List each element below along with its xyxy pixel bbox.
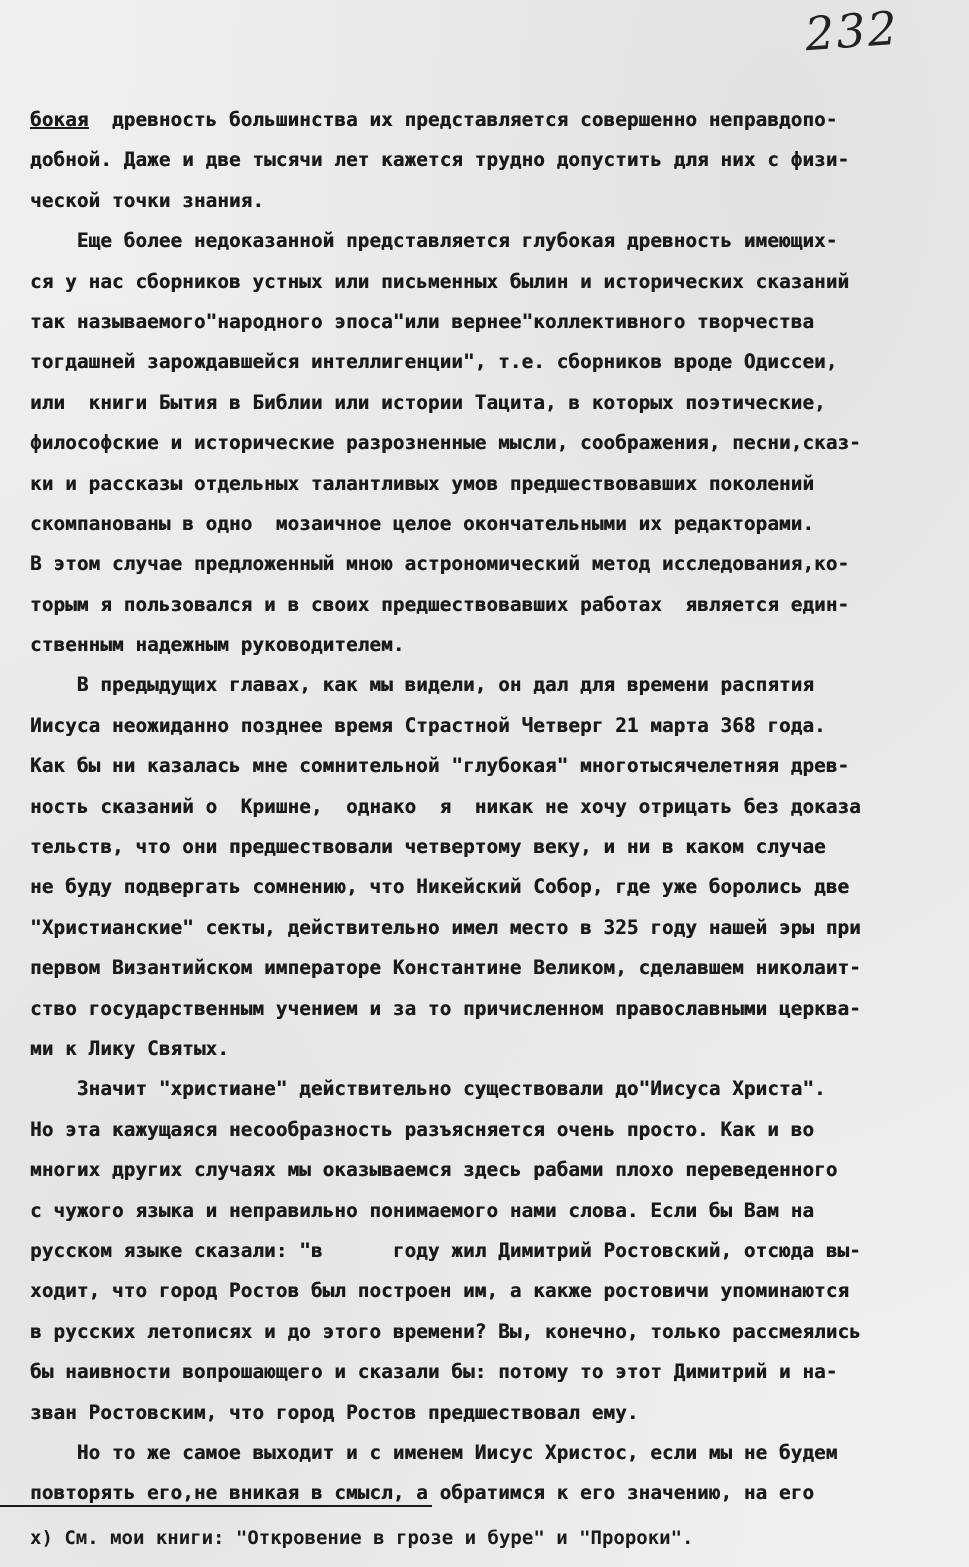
line-text: философские и исторические разрозненные мысли, соображения, песни,сказ- bbox=[30, 431, 861, 455]
text-line bbox=[30, 867, 955, 907]
text-line bbox=[30, 464, 955, 504]
line-text: ность сказаний о Кришне, однако я никак не хочу отрицать без доказа bbox=[30, 794, 861, 818]
text-line bbox=[30, 948, 955, 988]
line-text: с чужого языка и неправильно понимаемого нами слова. Если бы Вам на bbox=[30, 1198, 815, 1222]
footnote-rule bbox=[0, 1505, 432, 1507]
line-text: Как бы ни казалась мне сомнительной "глубокая" многотысячелетняя древ- bbox=[30, 754, 850, 778]
line-text: Значит "христиане" действительно существовали до"Иисуса Христа". bbox=[30, 1077, 826, 1101]
line-text: русском языке сказали: "в году жил Димитрий Ростовский, отсюда вы- bbox=[30, 1238, 861, 1262]
line-text: многих других случаях мы оказываемся здесь рабами плохо переведенного bbox=[30, 1158, 838, 1182]
body-text bbox=[30, 100, 955, 1514]
text-line bbox=[30, 787, 955, 827]
text-line bbox=[30, 746, 955, 786]
line-text: скомпанованы в одно мозаичное целое окончательными их редакторами. bbox=[30, 511, 815, 535]
sheet-number: 232 bbox=[803, 0, 901, 62]
text-line bbox=[30, 302, 955, 342]
line-text: ми к Лику Святых. bbox=[30, 1036, 229, 1060]
line-text: ство государственным учением и за то причисленном православными церква- bbox=[30, 996, 861, 1020]
text-line bbox=[30, 181, 955, 221]
text-line bbox=[30, 706, 955, 746]
text-line bbox=[30, 1069, 955, 1109]
line-text: так называемого"народного эпоса"или вернее"коллективного творчества bbox=[30, 309, 815, 333]
line-text: древность большинства их представляется совершенно неправдопо- bbox=[88, 108, 838, 131]
text-line bbox=[30, 100, 955, 140]
text-line bbox=[30, 989, 955, 1029]
text-line bbox=[30, 1110, 955, 1150]
line-text: Но эта кажущаяся несообразность разъясняется очень просто. Как и во bbox=[30, 1117, 815, 1141]
text-line bbox=[30, 1271, 955, 1311]
line-text: Но то же самое выходит и с именем Иисус Христос, если мы не будем bbox=[30, 1440, 838, 1464]
text-line bbox=[30, 1393, 955, 1433]
line-text: ки и рассказы отдельных талантливых умов предшествовавших поколений bbox=[30, 471, 815, 495]
line-text: торым я пользовался и в своих предшествовавших работах является един- bbox=[30, 592, 850, 616]
text-line bbox=[30, 1029, 955, 1069]
line-text: первом Византийском императоре Константине Великом, сделавшем николаит- bbox=[30, 956, 861, 980]
line-text: повторять его,не вникая в смысл, а обратимся к его значению, на его bbox=[30, 1481, 815, 1505]
line-text: В этом случае предложенный мною астрономический метод исследования,ко- bbox=[30, 552, 850, 576]
text-line bbox=[30, 1231, 955, 1271]
text-line bbox=[30, 504, 955, 544]
text-line bbox=[30, 665, 955, 705]
text-line bbox=[30, 1352, 955, 1392]
line-text: в русских летописях и до этого времени? Вы, конечно, только рассмеялись bbox=[30, 1319, 861, 1343]
line-text: "Христианские" секты, действительно имел место в 325 году нашей эры при bbox=[30, 915, 861, 939]
text-line bbox=[30, 1191, 955, 1231]
line-text: добной. Даже и две тысячи лет кажется трудно допустить для них с физи- bbox=[30, 148, 850, 172]
footnote: х) См. мои книги: "Откровение в грозе и буре" и "Пророки". bbox=[30, 1527, 694, 1549]
text-line bbox=[30, 585, 955, 625]
line-text: ственным надежным руководителем. bbox=[30, 633, 405, 657]
line-text: ся у нас сборников устных или письменных былин и исторических сказаний bbox=[30, 269, 850, 293]
text-line bbox=[30, 544, 955, 584]
line-text: тогдашней зарождавшейся интеллигенции", т.е. сборников вроде Одиссеи, bbox=[30, 350, 838, 374]
line-text: ческой точки знания. bbox=[30, 188, 265, 212]
line-text: или книги Бытия в Библии или истории Тацита, в которых поэтические, bbox=[30, 390, 826, 414]
text-line bbox=[30, 383, 955, 423]
text-line bbox=[30, 140, 955, 180]
line-text: тельств, что они предшествовали четвертому веку, и ни в каком случае bbox=[30, 835, 826, 859]
line-text: ходит, что город Ростов был построен им, а какже ростовичи упоминаются bbox=[30, 1279, 850, 1303]
text-line bbox=[30, 1433, 955, 1473]
line-text: В предыдущих главах, как мы видели, он дал для времени распятия bbox=[30, 673, 815, 697]
line-text: бы наивности вопрошающего и сказали бы: потому то этот Димитрий и на- bbox=[30, 1360, 838, 1384]
text-line bbox=[30, 423, 955, 463]
text-line bbox=[30, 1312, 955, 1352]
line-text: Еще более недоказанной представляется глубокая древность имеющих- bbox=[30, 229, 838, 253]
underlined-word: бокая bbox=[30, 108, 89, 131]
line-text: Иисуса неожиданно позднее время Страстной Четверг 21 марта 368 года. bbox=[30, 713, 826, 737]
text-line bbox=[30, 342, 955, 382]
line-text: зван Ростовским, что город Ростов предшествовал ему. bbox=[30, 1400, 639, 1424]
text-line bbox=[30, 262, 955, 302]
text-line bbox=[30, 1150, 955, 1190]
line-text: не буду подвергать сомнению, что Никейский Собор, где уже боролись две bbox=[30, 875, 850, 899]
text-line bbox=[30, 625, 955, 665]
text-line bbox=[30, 221, 955, 261]
text-line bbox=[30, 1473, 955, 1513]
text-line bbox=[30, 827, 955, 867]
text-line bbox=[30, 908, 955, 948]
